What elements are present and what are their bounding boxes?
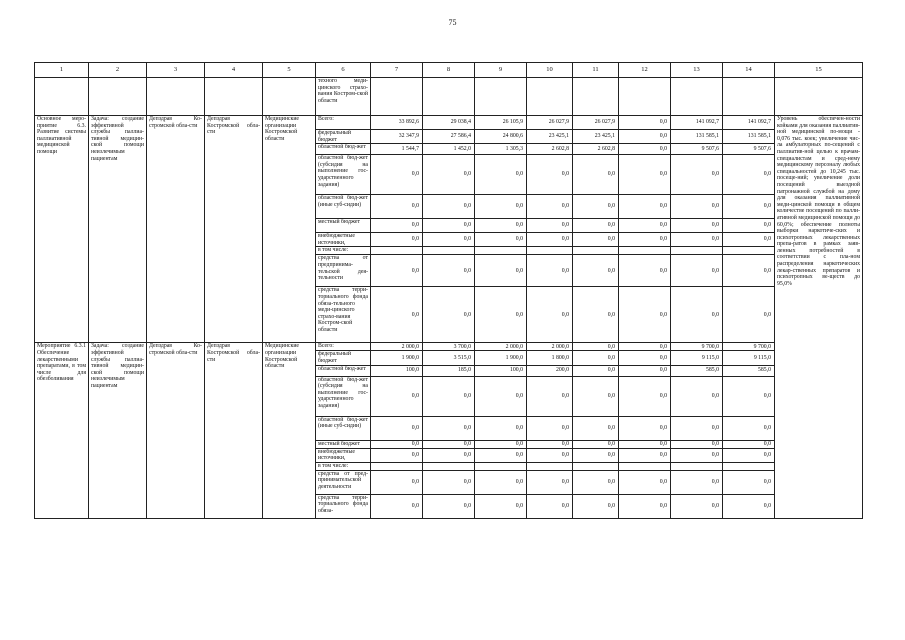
amount-cell: 0,0 [475,195,527,219]
amount-cell: 0,0 [527,233,573,247]
amount-cell: 32 347,9 [371,130,423,144]
column-number: 10 [527,63,573,78]
amount-cell: 0,0 [619,144,671,155]
amount-cell: 29 038,4 [423,116,475,130]
amount-cell: 0,0 [671,376,723,416]
amount-cell: 0,0 [573,195,619,219]
amount-cell: 0,0 [671,233,723,247]
amount-cell: 131 585,1 [723,130,775,144]
amount-cell: 0,0 [371,195,423,219]
amount-cell: 0,0 [573,448,619,462]
amount-cell: 0,0 [619,351,671,365]
amount-cell: 0,0 [573,365,619,376]
amount-cell: 9 700,0 [671,343,723,351]
amount-cell: 0,0 [723,494,775,518]
amount-cell: 0,0 [619,195,671,219]
amount-cell: 200,0 [527,365,573,376]
amount-cell [475,462,527,470]
funding-source-label: областной бюд-жет (субсидия на выполнение гос-ударственного задания) [316,376,371,416]
amount-cell [527,462,573,470]
amount-cell: 3 700,0 [423,343,475,351]
column-number: 7 [371,63,423,78]
amount-cell: 0,0 [723,440,775,448]
amount-cell: 0,0 [371,219,423,233]
funding-source-label: средства от предпринима-тельской дея-тельности [316,255,371,287]
funding-source-label: областной бюд-жет (иные суб-сидии) [316,416,371,440]
amount-cell: 0,0 [423,376,475,416]
amount-cell: 0,0 [619,233,671,247]
amount-cell: 0,0 [371,287,423,343]
amount-cell: 0,0 [573,255,619,287]
amount-cell: 0,0 [371,448,423,462]
amount-cell [423,247,475,255]
amount-cell: 0,0 [573,219,619,233]
amount-cell: 0,0 [619,287,671,343]
amount-cell: 0,0 [475,287,527,343]
column-number: 13 [671,63,723,78]
column-number: 2 [89,63,147,78]
amount-cell: 0,0 [527,155,573,195]
amount-cell: 0,0 [423,287,475,343]
table-body [35,63,863,519]
measure-c1-cell: Мероприятие 6.3.1 Обеспечение лекарственными препаратами, в том числе для обезболивания [35,343,89,518]
funding-source-label: федеральный бюджет [316,130,371,144]
amount-cell: 0,0 [423,494,475,518]
amount-cell: 0,0 [573,351,619,365]
table-row [35,116,863,130]
amount-cell: 0,0 [371,416,423,440]
amount-cell: 9 115,0 [723,351,775,365]
amount-cell: 0,0 [723,376,775,416]
amount-cell: 0,0 [371,376,423,416]
measure-c4-cell: Депздрав Костромской обла-сти [205,116,263,343]
measure-c5-cell: Медицинские организации Костромской области [263,343,316,518]
amount-cell: 0,0 [573,470,619,494]
funding-source-label: областной бюд-жет (субсидия на выполнение гос-ударственного задания) [316,155,371,195]
amount-cell [573,247,619,255]
amount-cell: 23 425,1 [527,130,573,144]
amount-cell: 26 027,9 [527,116,573,130]
amount-cell: 0,0 [475,448,527,462]
amount-cell: 26 027,9 [573,116,619,130]
amount-cell: 1 900,0 [475,351,527,365]
column-number: 15 [775,63,863,78]
amount-cell: 0,0 [723,287,775,343]
amount-cell: 585,0 [723,365,775,376]
expected-results-cell: Уровень обеспечен-ности койками для оказания паллиатив-ной медицинской по-мощи - 0,076 тыс. коек; увеличение чис-ла амбулаторных по-сещений с паллиатив-ной целью к врачам-специалистам и сред-нему медицинскому персоналу любых специальностей до 10,245 тыс. посеще-ний; увеличение доли посещений выездной патронажной службой на дому для оказания паллиативной меди-цинской помощи в общем количестве посещений по палли-ативной медицинской помощи до 60,0%; обеспечение полноты выборки наркотиче-ских и психотропных лекарственных препа-ратов в рамках заяв-ленных потребностей в соответствии с пла-ном распределения наркотических лекар-ственных препаратов и психотропных ве-ществ до 95,0% [775,116,863,519]
measure-c3-cell: Депздрав Ко-стромской обла-сти [147,116,205,343]
amount-cell: 0,0 [671,219,723,233]
amount-cell: 0,0 [527,376,573,416]
amount-cell: 100,0 [475,365,527,376]
amount-cell: 0,0 [671,195,723,219]
page-number: 75 [448,18,457,27]
measure-c5-cell: Медицинские организации Костромской области [263,116,316,343]
amount-cell: 0,0 [619,343,671,351]
amount-cell: 0,0 [423,219,475,233]
amount-cell: 0,0 [475,440,527,448]
amount-cell: 1 800,0 [527,351,573,365]
amount-cell [671,462,723,470]
funding-source-label: средства терри-ториального фонда обяза- [316,494,371,518]
amount-cell: 9 507,6 [671,144,723,155]
amount-cell: 0,0 [573,287,619,343]
amount-cell: 0,0 [423,470,475,494]
amount-cell: 0,0 [423,448,475,462]
amount-cell: 0,0 [475,219,527,233]
amount-cell: 0,0 [573,440,619,448]
amount-cell: 0,0 [671,416,723,440]
amount-cell: 0,0 [475,255,527,287]
amount-cell: 0,0 [475,376,527,416]
column-number: 8 [423,63,475,78]
continuation-label: техного меди-цинского страхо-вания Костром-ской области [316,78,371,116]
table-row [35,343,863,351]
amount-cell: 2 602,8 [527,144,573,155]
amount-cell [573,462,619,470]
column-number: 1 [35,63,89,78]
amount-cell: 9 700,0 [723,343,775,351]
amount-cell: 23 425,1 [573,130,619,144]
amount-cell: 27 586,4 [423,130,475,144]
funding-source-label: областной бюд-жет [316,144,371,155]
funding-source-label: средства от пред-принимательской деятельности [316,470,371,494]
amount-cell: 0,0 [527,219,573,233]
amount-cell: 0,0 [371,155,423,195]
amount-cell: 141 092,7 [723,116,775,130]
funding-source-label: местный бюджет [316,219,371,233]
measure-c1-cell: Основное меро-приятие 6.3. Развитие системы паллиативной медицинской помощи [35,116,89,343]
amount-cell: 0,0 [723,255,775,287]
amount-cell: 24 800,6 [475,130,527,144]
amount-cell: 0,0 [475,233,527,247]
amount-cell [475,247,527,255]
amount-cell: 0,0 [723,416,775,440]
amount-cell: 0,0 [527,416,573,440]
amount-cell: 0,0 [619,470,671,494]
column-number: 4 [205,63,263,78]
amount-cell: 0,0 [671,155,723,195]
funding-source-label: внебюджетные источники, [316,233,371,247]
amount-cell: 0,0 [527,494,573,518]
amount-cell: 0,0 [475,470,527,494]
amount-cell: 2 000,0 [475,343,527,351]
amount-cell [371,462,423,470]
column-number: 12 [619,63,671,78]
amount-cell: 0,0 [619,116,671,130]
amount-cell: 0,0 [573,494,619,518]
funding-source-label: областной бюд-жет [316,365,371,376]
amount-cell: 0,0 [619,219,671,233]
amount-cell: 0,0 [527,440,573,448]
amount-cell: 0,0 [371,440,423,448]
amount-cell: 0,0 [423,416,475,440]
amount-cell: 0,0 [671,255,723,287]
amount-cell: 141 092,7 [671,116,723,130]
column-number: 9 [475,63,527,78]
column-number: 11 [573,63,619,78]
header-row [35,63,863,78]
amount-cell: 185,0 [423,365,475,376]
amount-cell [671,247,723,255]
amount-cell: 585,0 [671,365,723,376]
amount-cell: 0,0 [619,155,671,195]
amount-cell: 0,0 [371,233,423,247]
amount-cell [423,462,475,470]
amount-cell: 0,0 [371,255,423,287]
amount-cell: 0,0 [423,195,475,219]
amount-cell: 0,0 [527,195,573,219]
amount-cell [619,462,671,470]
amount-cell: 0,0 [371,470,423,494]
funding-source-label: средства терри-ториального фонда обяза-тельного меди-цинского страхо-вания Костром-ской области [316,287,371,343]
funding-source-label: Всего: [316,116,371,130]
amount-cell: 0,0 [619,448,671,462]
amount-cell: 0,0 [573,376,619,416]
amount-cell: 0,0 [573,416,619,440]
amount-cell [619,247,671,255]
amount-cell: 0,0 [671,440,723,448]
amount-cell: 1 305,3 [475,144,527,155]
amount-cell: 0,0 [723,219,775,233]
amount-cell: 0,0 [527,448,573,462]
column-number: 3 [147,63,205,78]
continuation-row [35,78,863,116]
amount-cell: 0,0 [723,195,775,219]
amount-cell: 1 544,7 [371,144,423,155]
funding-source-label: Всего: [316,343,371,351]
amount-cell: 0,0 [573,343,619,351]
amount-cell: 0,0 [423,440,475,448]
funding-source-label: в том числе: [316,247,371,255]
amount-cell: 0,0 [619,130,671,144]
amount-cell: 0,0 [619,255,671,287]
funding-source-label: местный бюджет [316,440,371,448]
amount-cell: 0,0 [619,494,671,518]
amount-cell: 0,0 [619,365,671,376]
amount-cell [723,247,775,255]
amount-cell: 3 515,0 [423,351,475,365]
amount-cell: 2 000,0 [527,343,573,351]
amount-cell: 0,0 [619,376,671,416]
column-number: 6 [316,63,371,78]
amount-cell: 0,0 [423,155,475,195]
measure-c4-cell: Депздрав Костромской обла-сти [205,343,263,518]
amount-cell [527,247,573,255]
amount-cell: 9 507,6 [723,144,775,155]
measure-c2-cell: Задача: создание эффективной службы паллиа-тивной медицин-ской помощи неизлечимым пациентам [89,343,147,518]
amount-cell: 0,0 [619,416,671,440]
amount-cell: 100,0 [371,365,423,376]
amount-cell: 0,0 [475,494,527,518]
funding-source-label: областной бюд-жет (иные суб-сидии) [316,195,371,219]
measure-c3-cell: Депздрав Ко-стромской обла-сти [147,343,205,518]
amount-cell: 0,0 [671,448,723,462]
funding-source-label: внебюджетные источники, [316,448,371,462]
amount-cell: 9 115,0 [671,351,723,365]
amount-cell: 0,0 [573,233,619,247]
amount-cell: 0,0 [723,233,775,247]
amount-cell: 0,0 [371,494,423,518]
amount-cell: 0,0 [723,155,775,195]
column-number: 14 [723,63,775,78]
amount-cell: 0,0 [671,470,723,494]
measure-c2-cell: Задача: создание эффективной службы паллиа-тивной медицин-ской помощи неизлечимым пациентам [89,116,147,343]
amount-cell: 2 602,8 [573,144,619,155]
amount-cell: 26 105,9 [475,116,527,130]
funding-source-label: в том числе: [316,462,371,470]
amount-cell [371,247,423,255]
amount-cell: 0,0 [723,470,775,494]
amount-cell: 0,0 [619,440,671,448]
amount-cell: 0,0 [671,494,723,518]
amount-cell [723,462,775,470]
amount-cell: 0,0 [475,155,527,195]
amount-cell: 0,0 [573,155,619,195]
amount-cell: 0,0 [527,287,573,343]
amount-cell: 33 892,6 [371,116,423,130]
amount-cell: 131 585,1 [671,130,723,144]
amount-cell: 1 452,0 [423,144,475,155]
amount-cell: 2 000,0 [371,343,423,351]
amount-cell: 0,0 [423,233,475,247]
budget-table [34,62,863,519]
amount-cell: 1 900,0 [371,351,423,365]
funding-source-label: федеральный бюджет [316,351,371,365]
amount-cell: 0,0 [423,255,475,287]
amount-cell: 0,0 [475,416,527,440]
column-number: 5 [263,63,316,78]
amount-cell: 0,0 [527,255,573,287]
amount-cell: 0,0 [671,287,723,343]
amount-cell: 0,0 [723,448,775,462]
amount-cell: 0,0 [527,470,573,494]
